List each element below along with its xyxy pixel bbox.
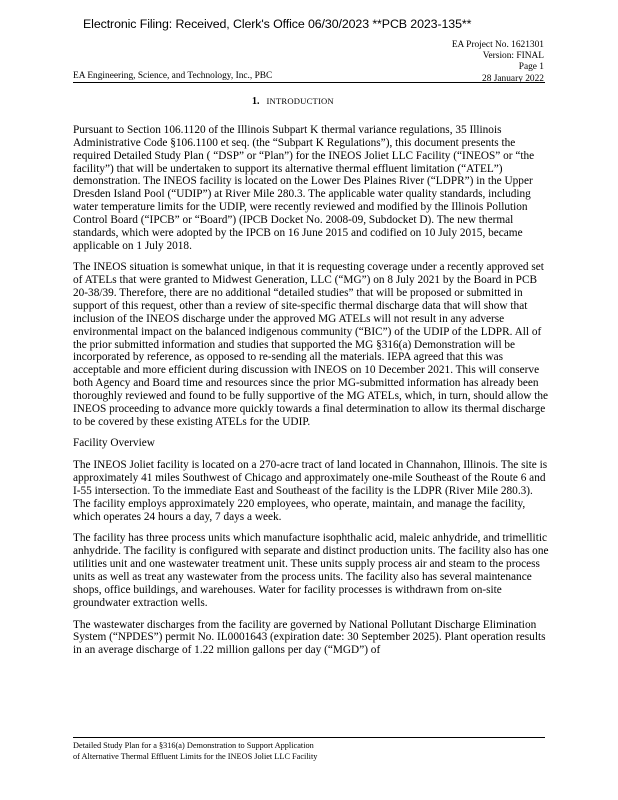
paragraph-pursuant: Pursuant to Section 106.1120 of the Illinois Subpart K thermal variance regulations, 35 Illinois Administrative Code §106.1100 et seq. (the “Subpart K Regulations”), this document presents the required Detailed Study Plan ( “DSP” or “Plan”) for the INEOS Joliet LLC Facility (“INEOS” or “the facility”) that will be undertaken to support its alternative thermal effluent limitation (“ATEL”) demonstration. The INEOS facility is located on the Lower Des Plaines River (“LDPR”) in the Upper Dresden Island Pool (“UDIP”) at River Mile 280.3. The applicable water quality standards, including water temperature limits for the UDIP, were recently reviewed and modified by the Illinois Pollution Control Board (“IPCB” or “Board”) (IPCB Docket No. 2008-09, Subdocket D). The new thermal standards, which were adopted by the IPCB on 16 June 2015 and codified on 10 July 2015, became applicable on 1 July 2018. [73, 124, 535, 252]
section-title: INTRODUCTION [266, 96, 334, 106]
filing-stamp: Electronic Filing: Received, Clerk's Office 06/30/2023 **PCB 2023-135** [83, 17, 472, 31]
document-body [73, 124, 550, 666]
footer-rule [73, 737, 545, 738]
paragraph-ineos-situation: The INEOS situation is somewhat unique, in that it is requesting coverage under a recently approved set of ATELs that were granted to Midwest Generation, LLC (“MG”) on 8 July 2021 by the Board in PCB 20-38/39. Therefore, there are no additional “detailed studies” that will be proposed or submitted in support of this request, other than a review of site-specific thermal discharge data that will show that inclusion of the INEOS discharge under the approved MG ATELs will not result in any adverse environmental impact on the balanced indigenous community (“BIC”) of the UDIP of the LDPR. All of the prior submitted information and studies that supported the MG §316(a) Demonstration will be incorporated by reference, as opposed to re-sending all the materials. IEPA agreed that this was acceptable and more efficient during discussion with INEOS on 10 December 2021. This will conserve both Agency and Board time and resources since the prior MG-submitted information has already been thoroughly reviewed and found to be fully supportive of the MG ATELs, which, in turn, should allow the INEOS proceeding to advance more quickly towards a final determination to allow its thermal discharge to be covered by these existing ATELs for the UDIP. [73, 261, 549, 428]
footer-line-1: Detailed Study Plan for a §316(a) Demonstration to Support Application [73, 741, 314, 750]
paragraph-process-units: The facility has three process units which manufacture isophthalic acid, maleic anhydride, and trimellitic anhydride. The facility is configured with separate and distinct production units. The facility also has one utilities unit and one wastewater treatment unit. These units supply process air and steam to the process units as well as treat any wastewater from the process units. The facility also has several maintenance shops, office buildings, and warehouses. Water for facility processes is withdrawn from on-site groundwater extraction wells. [73, 532, 549, 609]
page-number: Page 1 [518, 62, 544, 73]
paragraph-wastewater: The wastewater discharges from the facility are governed by National Pollutant Discharge Elimination System (“NPDES”) permit No. IL0001643 (expiration date: 30 September 2025). Plant operation results in an average discharge of 1.22 million gallons per day (“MGD”) of [73, 618, 546, 657]
footer-line-2: of Alternative Thermal Effluent Limits for the INEOS Joliet LLC Facility [73, 751, 318, 761]
section-heading [252, 96, 334, 107]
version-label: Version: FINAL [482, 51, 544, 62]
document-date: 28 January 2022 [482, 73, 544, 84]
section-number: 1. [252, 96, 260, 107]
facility-overview-heading: Facility Overview [73, 437, 155, 450]
page-footer [73, 741, 317, 762]
paragraph-facility-location: The INEOS Joliet facility is located on a 270-acre tract of land located in Channahon, Illinois. The site is approximately 41 miles Southwest of Chicago and approximately one-mile Southeast of the Route 6 and I-55 intersection. To the immediate East and Southeast of the facility is the LDPR (River Mile 280.3). The facility employs approximately 220 employees, who operate, maintain, and manage the facility, which operates 24 hours a day, 7 days a week. [73, 459, 548, 523]
company-name: EA Engineering, Science, and Technology, Inc., PBC [73, 71, 273, 81]
project-number: EA Project No. 1621301 [451, 40, 544, 50]
project-info [344, 40, 544, 85]
header-rule [73, 82, 545, 83]
